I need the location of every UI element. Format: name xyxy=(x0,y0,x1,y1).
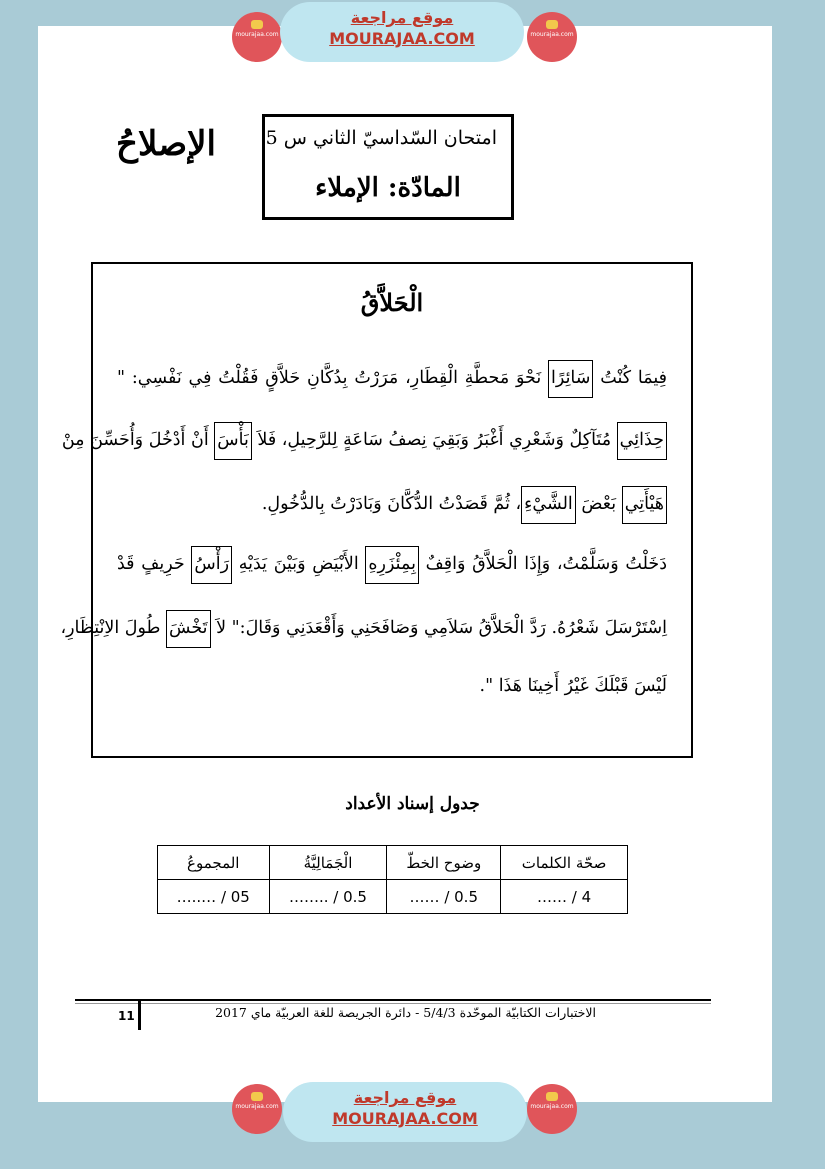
corrected-word: حِذَائِي xyxy=(617,422,667,460)
site-name-arabic[interactable]: موقع مراجعة xyxy=(350,8,454,27)
dictation-line-4 xyxy=(117,544,667,584)
text-segment: ، ثُمَّ قَصَدْتُ الدُّكَّانَ وَبَادَرْتُ بِالدُّخُولِ. xyxy=(261,494,522,514)
site-logo-badge-top-left: mourajaa.com xyxy=(232,12,282,62)
grading-table-title: جدول إسناد الأعداد xyxy=(345,794,480,814)
corrected-word: رَأْسُ xyxy=(191,546,232,584)
corrected-word: هَيْأَتِي xyxy=(622,486,667,524)
text-segment: لَيْسَ قَبْلَكَ غَيْرُ أَخِينَا هَذَا ". xyxy=(479,676,667,696)
dictation-title: الْحَلاَّقُ xyxy=(360,288,424,317)
dictation-line-3 xyxy=(117,484,667,524)
header-aesthetics: الْجَمَالِيَّةُ xyxy=(269,846,387,880)
grading-table xyxy=(157,845,628,914)
text-segment: فِيمَا كُنْتُ xyxy=(593,368,667,388)
footer-caption: الاختبارات الكتابيّة الموحّدة 5/4/3 - دائرة الجريصة للغة العربيّة ماي 2017 xyxy=(215,1005,596,1020)
exam-subject: المادّة: الإملاء xyxy=(315,173,461,203)
page-number-separator xyxy=(138,1000,141,1030)
site-name-latin[interactable]: MOURAJAA.COM xyxy=(329,29,475,48)
site-logo-badge-top-right: mourajaa.com xyxy=(527,12,577,62)
site-logo-badge-bottom-left: mourajaa.com xyxy=(232,1084,282,1134)
score-total: …..… / 05 xyxy=(158,880,270,914)
exam-title: امتحان السّداسيّ الثاني س 5 xyxy=(265,127,497,149)
site-name-arabic-bottom[interactable]: موقع مراجعة xyxy=(353,1088,457,1107)
score-aesthetics: …….. / 0.5 xyxy=(269,880,387,914)
score-handwriting: …… / 0.5 xyxy=(387,880,501,914)
site-banner-top[interactable] xyxy=(280,2,524,62)
text-segment: أَنْ أَدْخُلَ وَأُحَسِّنَ مِنْ xyxy=(61,430,215,450)
text-segment: دَخَلْتُ وَسَلَّمْتُ، وَإِذَا الْحَلاَّقُ وَاقِفٌ xyxy=(418,554,668,574)
header-handwriting: وضوح الخطّ xyxy=(387,846,501,880)
header-word-accuracy: صحّة الكلمات xyxy=(501,846,628,880)
exam-info-box xyxy=(262,114,514,220)
text-segment: الأَبْيَضِ وَبَيْنَ يَدَيْهِ xyxy=(232,554,366,574)
dictation-text-box xyxy=(60,262,693,758)
site-logo-badge-bottom-right: mourajaa.com xyxy=(527,1084,577,1134)
text-segment: نَحْوَ مَحطَّةِ الْقِطَارِ، مَرَرْتُ بِدُكَّانِ حَلاَّقٍ فَقُلْتُ فِي نَفْسِي: " xyxy=(117,368,549,388)
text-segment: طُولَ الاِنْتِظَارِ، xyxy=(60,618,167,638)
text-segment: بَعْضَ xyxy=(575,494,622,514)
dictation-line-2 xyxy=(61,420,667,460)
corrected-word: بِمِئْزَرِهِ xyxy=(365,546,419,584)
dictation-line-1 xyxy=(117,358,667,398)
text-segment: اِسْتَرْسَلَ شَعْرُهُ. رَدَّ الْحَلاَّقُ سَلاَمِي وَصَافَحَنِي وَأَقْعَدَنِي وَقَالَ:" لاَ xyxy=(210,618,667,638)
grading-score-row xyxy=(158,880,628,914)
text-segment: حَرِيفٍ قَدْ xyxy=(117,554,192,574)
text-segment: مُتَآكِلٌ وَشَعْرِي أَغْبَرُ وَبَقِيَ نِصفُ سَاعَةٍ لِلرَّحِيلِ، فَلاَ xyxy=(251,430,617,450)
corrected-word: سَائِرًا xyxy=(548,360,593,398)
dictation-line-6 xyxy=(117,666,667,706)
footer-divider xyxy=(75,999,711,1001)
dictation-line-5 xyxy=(60,608,667,648)
site-name-latin-bottom[interactable]: MOURAJAA.COM xyxy=(332,1109,478,1128)
page-number: 11 xyxy=(118,1009,135,1023)
corrected-word: بَأْسَ xyxy=(214,422,252,460)
corrected-word: تَخْشَ xyxy=(166,610,210,648)
site-banner-bottom[interactable] xyxy=(283,1082,527,1142)
footer-divider-secondary xyxy=(75,1003,711,1004)
grading-header-row xyxy=(158,846,628,880)
score-word-accuracy: …… / 4 xyxy=(501,880,628,914)
header-total: المجموعُ xyxy=(158,846,270,880)
corrected-word: الشَّيْءِ xyxy=(521,486,576,524)
correction-label: الإصلاحُ xyxy=(116,124,216,164)
